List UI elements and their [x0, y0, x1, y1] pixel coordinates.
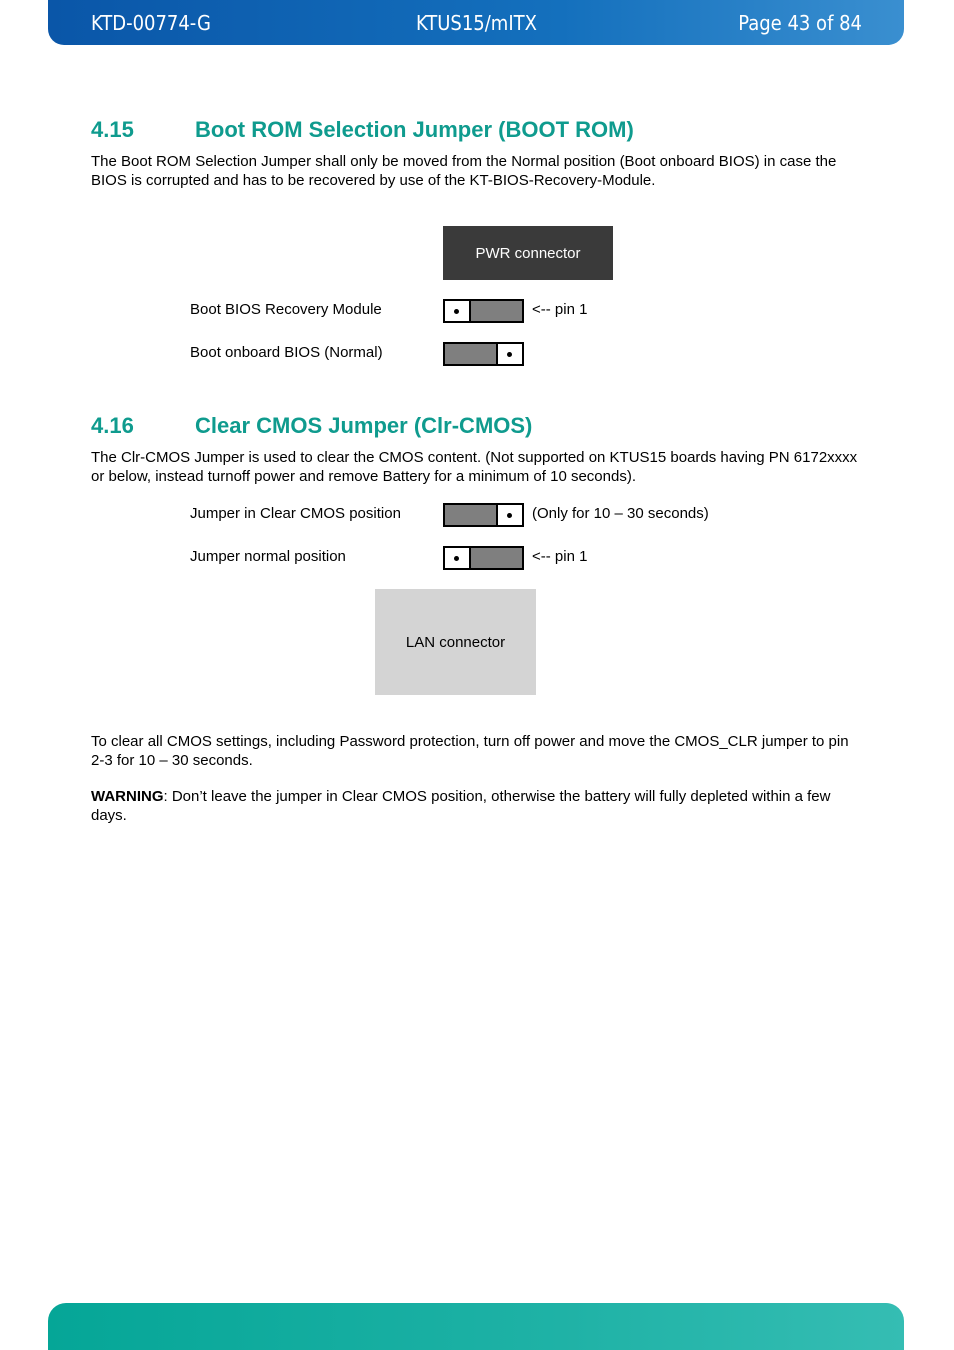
jumper-cap [445, 505, 498, 525]
clear-cmos-jumper [443, 503, 524, 527]
jumper-cap [445, 344, 498, 364]
pin-3-dot [498, 344, 522, 364]
product-name: KTUS15/mITX [416, 11, 537, 35]
clear-cmos-duration-note: (Only for 10 – 30 seconds) [532, 505, 709, 522]
document-id: KTD-00774-G [91, 11, 211, 35]
jumper-cap [469, 548, 522, 568]
warning-paragraph [91, 787, 866, 825]
page-number: Page 43 of 84 [738, 11, 862, 35]
boot-recovery-label: Boot BIOS Recovery Module [190, 301, 382, 318]
lan-connector: LAN connector [375, 589, 536, 695]
page-header [48, 0, 904, 45]
pin-1-dot [445, 548, 469, 568]
clear-cmos-instruction: To clear all CMOS settings, including Password protection, turn off power and move the CMOS_CLR jumper to pin 2-3 for 10 – 30 seconds. [91, 733, 849, 769]
pwr-connector: PWR connector [443, 226, 613, 280]
section-number: 4.16 [91, 413, 134, 438]
section-4-15-intro: The Boot ROM Selection Jumper shall only be moved from the Normal position (Boot onboard BIOS) in case the BIOS is corrupted and has to be recovered by use of the KT-BIOS-Recovery-Module. [91, 153, 837, 189]
section-title: Clear CMOS Jumper (Clr-CMOS) [195, 413, 533, 438]
warning-label: WARNING [91, 788, 164, 805]
pin1-note: <-- pin 1 [532, 301, 588, 318]
section-heading-4-16 [91, 413, 532, 439]
pin-1-dot [445, 301, 469, 321]
section-4-16-intro: The Clr-CMOS Jumper is used to clear the CMOS content. (Not supported on KTUS15 boards having PN 6172xxxx or below, instead turnoff power and remove Battery for a minimum of 10 seconds). [91, 449, 858, 485]
normal-position-label: Jumper normal position [190, 548, 346, 565]
pin-3-dot [498, 505, 522, 525]
clear-cmos-label: Jumper in Clear CMOS position [190, 505, 401, 522]
jumper-cap [469, 301, 522, 321]
section-number: 4.15 [91, 117, 134, 142]
boot-recovery-jumper [443, 299, 524, 323]
warning-text: : Don’t leave the jumper in Clear CMOS position, otherwise the battery will fully depleted within a few days. [91, 788, 831, 824]
section-title: Boot ROM Selection Jumper (BOOT ROM) [195, 117, 634, 142]
pin1-note: <-- pin 1 [532, 548, 588, 565]
section-heading-4-15 [91, 117, 634, 143]
boot-normal-label: Boot onboard BIOS (Normal) [190, 344, 383, 361]
page-footer [48, 1303, 904, 1350]
normal-position-jumper [443, 546, 524, 570]
boot-normal-jumper [443, 342, 524, 366]
